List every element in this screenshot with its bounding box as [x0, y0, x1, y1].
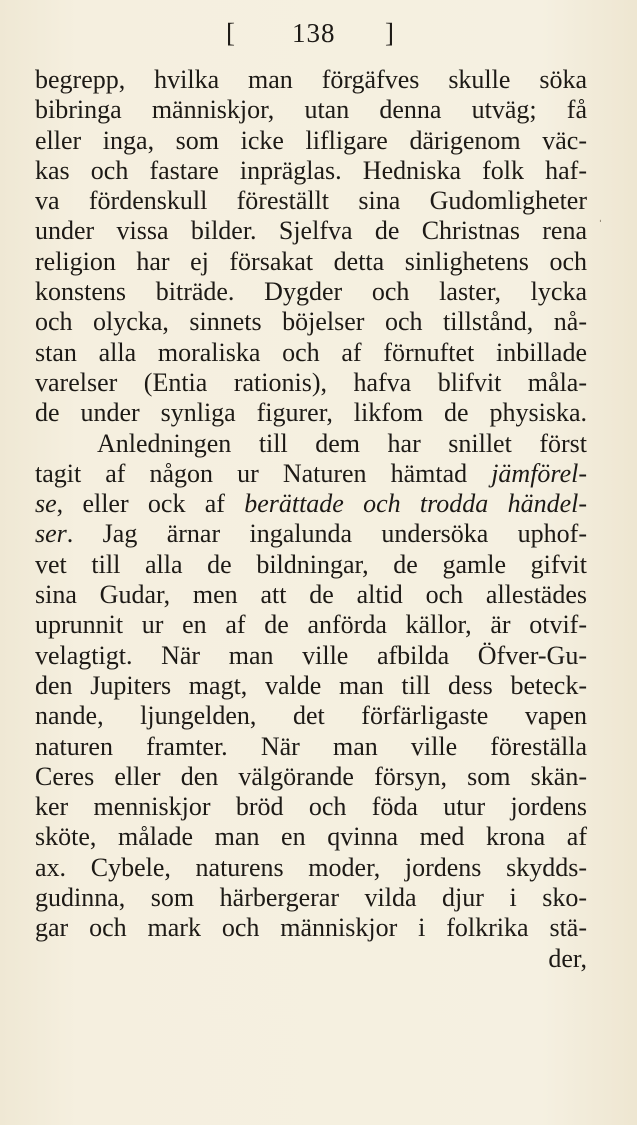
- text-line: [35, 126, 587, 156]
- page-number: 138: [292, 18, 336, 48]
- text-segment: sina Gudar, men att de altid och allestädes: [35, 580, 587, 610]
- text-line: [35, 489, 587, 519]
- text-line: [35, 701, 587, 731]
- text-segment: vet till alla de bildningar, de gamle gifvit: [35, 549, 587, 579]
- text-line: [35, 307, 587, 337]
- text-line: [35, 338, 587, 368]
- header-bracket-left: [: [226, 18, 235, 48]
- text-line: [35, 368, 587, 398]
- text-segment: nande, ljungelden, det förfärligaste vapen: [35, 701, 587, 731]
- text-line: [35, 550, 587, 580]
- text-line: [35, 580, 587, 610]
- text-segment: konstens biträde. Dygder och laster, lycka: [35, 277, 587, 307]
- italic-segment: ser: [35, 519, 67, 549]
- text-segment: , eller ock af: [56, 489, 245, 519]
- text-segment: Anledningen till dem har snillet först: [97, 428, 587, 458]
- text-segment: Ceres eller den välgörande försyn, som skän-: [35, 761, 587, 791]
- text-segment: under vissa bilder. Sjelfva de Christnas rena: [35, 216, 587, 246]
- text-segment: ker menniskjor bröd och föda utur jordens: [35, 792, 587, 822]
- text-line: [35, 671, 587, 701]
- margin-speck: ˌ: [598, 208, 603, 223]
- text-line: [35, 610, 587, 640]
- text-segment: gar och mark och människjor i folkrika stä-: [35, 913, 587, 943]
- text-line: [35, 762, 587, 792]
- text-line: [35, 853, 587, 883]
- paragraph-start-line: [35, 429, 587, 459]
- text-line: [35, 822, 587, 852]
- page-header: [0, 18, 637, 58]
- text-segment: ax. Cybele, naturens moder, jordens skydds-: [35, 852, 587, 882]
- text-line: [35, 913, 587, 943]
- text-segment: naturen framter. När man ville föreställa: [35, 731, 587, 761]
- text-segment: gudinna, som härbergerar vilda djur i sko-: [35, 883, 587, 913]
- catchword: der,: [548, 943, 587, 973]
- text-line: [35, 641, 587, 671]
- text-segment: uprunnit ur en af de anförda källor, är otvif-: [35, 610, 587, 640]
- text-line: [35, 247, 587, 277]
- text-segment: sköte, målade man en qvinna med krona af: [35, 822, 587, 852]
- text-segment: velagtigt. När man ville afbilda Öfver-Gu-: [35, 640, 587, 670]
- text-line: [35, 277, 587, 307]
- text-segment: stan alla moraliska och af förnuftet inbillade: [35, 337, 587, 367]
- text-segment: varelser (Entia rationis), hafva blifvit måla-: [35, 367, 587, 397]
- text-line: [35, 732, 587, 762]
- body-text: [35, 65, 587, 974]
- text-line: [35, 519, 587, 549]
- text-line: [35, 398, 587, 428]
- text-line: [35, 186, 587, 216]
- text-segment: . Jag ärnar ingalunda undersöka uphof-: [66, 519, 587, 549]
- text-line: [35, 156, 587, 186]
- italic-segment: jämförel-: [491, 458, 587, 488]
- catchword-line: [35, 944, 587, 974]
- text-segment: va fördenskull föreställt sina Gudomligheter: [35, 186, 587, 216]
- italic-segment: se: [35, 489, 57, 519]
- text-line: [35, 883, 587, 913]
- text-segment: begrepp, hvilka man förgäfves skulle söka: [35, 65, 587, 94]
- text-segment: kas och fastare inpräglas. Hedniska folk haf-: [35, 155, 587, 185]
- text-line: [35, 95, 587, 125]
- text-line: [35, 65, 587, 95]
- text-segment: tagit af någon ur Naturen hämtad: [35, 458, 492, 488]
- italic-segment: berättade och trodda händel-: [244, 489, 587, 519]
- text-segment: de under synliga figurer, likfom de physiska.: [35, 398, 587, 428]
- text-segment: eller inga, som icke lifligare därigenom väc-: [35, 125, 587, 155]
- text-line: [35, 792, 587, 822]
- text-segment: bibringa människjor, utan denna utväg; få: [35, 95, 587, 125]
- text-segment: och olycka, sinnets böjelser och tillstånd, nå-: [35, 307, 587, 337]
- text-line: [35, 459, 587, 489]
- text-segment: den Jupiters magt, valde man till dess beteck-: [35, 670, 587, 700]
- text-segment: religion har ej försakat detta sinlighetens och: [35, 246, 587, 276]
- header-bracket-right: ]: [385, 18, 394, 48]
- text-line: [35, 216, 587, 246]
